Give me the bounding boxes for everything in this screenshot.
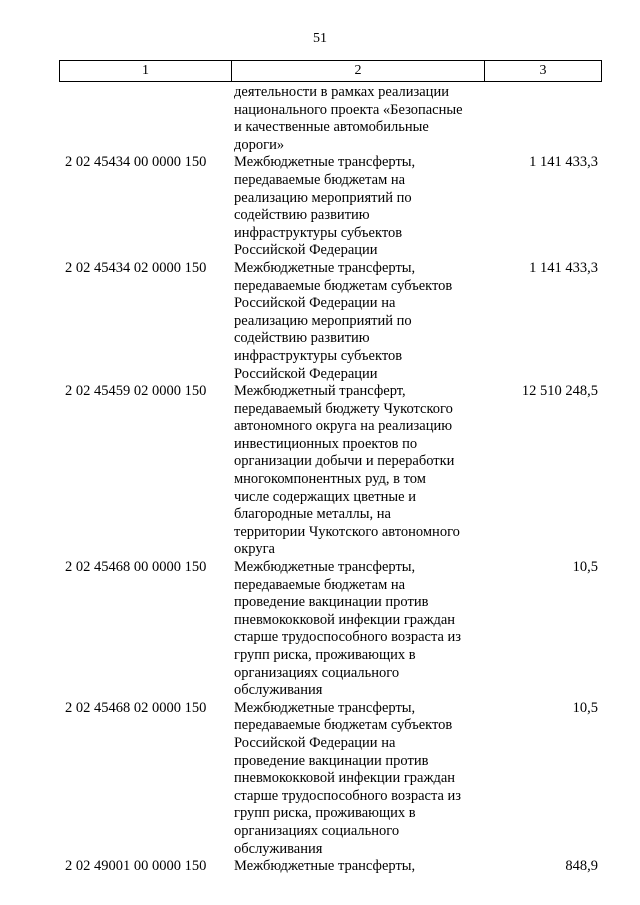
table-row [59, 700, 602, 858]
budget-code: 2 02 45459 02 0000 150 [65, 383, 207, 400]
table-row [59, 559, 602, 700]
row-description: Межбюджетные трансферты, передаваемые бюджетам на проведение вакцинации против пневмококковой инфекции граждан старше трудоспособного возраста из групп риска, проживающих в организациях социального обслуживания [234, 559, 462, 699]
row-amount [484, 84, 602, 154]
row-amount: 10,5 [572, 559, 598, 576]
header-col-2: 2 [232, 61, 485, 81]
table-row [59, 260, 602, 383]
table-row [59, 84, 602, 154]
table-row [59, 383, 602, 559]
row-amount: 1 141 433,3 [529, 259, 598, 276]
page-number: 51 [313, 31, 327, 46]
table-row [59, 858, 602, 876]
row-amount: 1 141 433,3 [529, 154, 598, 171]
row-description: Межбюджетные трансферты, передаваемые бюджетам на реализацию мероприятий по содействию развитию инфраструктуры субъектов Российской Федерации [234, 154, 416, 259]
row-amount: 10,5 [572, 699, 598, 716]
budget-code: 2 02 49001 00 0000 150 [65, 858, 207, 875]
table-row [59, 154, 602, 260]
budget-code: 2 02 45468 02 0000 150 [65, 699, 207, 716]
row-description: Межбюджетные трансферты, передаваемые бюджетам субъектов Российской Федерации на проведение вакцинации против пневмококковой инфекции граждан старше трудоспособного возраста из групп риска, проживающих в организациях социального обслуживания [234, 699, 462, 857]
budget-code: 2 02 45468 00 0000 150 [65, 559, 207, 576]
budget-code: 2 02 45434 02 0000 150 [65, 259, 207, 276]
header-col-3: 3 [539, 63, 547, 78]
header-col-1: 1 [60, 61, 232, 81]
row-description: Межбюджетные трансферты, передаваемые бюджетам субъектов Российской Федерации на реализацию мероприятий по содействию развитию инфраструктуры субъектов Российской Федерации [234, 259, 453, 382]
row-description: Межбюджетные трансферты, [234, 858, 416, 875]
table-header [59, 60, 602, 82]
row-amount: 848,9 [565, 858, 598, 875]
budget-code: 2 02 45434 00 0000 150 [65, 154, 207, 171]
row-amount: 12 510 248,5 [521, 383, 598, 400]
table-body [59, 84, 602, 876]
budget-code [59, 84, 234, 154]
row-description: Межбюджетный трансферт, передаваемый бюджету Чукотского автономного округа на реализацию инвестиционных проектов по организации добычи и переработки многокомпонентных руд, в том числе содержащих цветные и благородные металлы, на территории Чукотского автономного округа [234, 383, 460, 558]
row-description: деятельности в рамках реализации национального проекта «Безопасные и качественные автомобильные дороги» [234, 84, 463, 153]
